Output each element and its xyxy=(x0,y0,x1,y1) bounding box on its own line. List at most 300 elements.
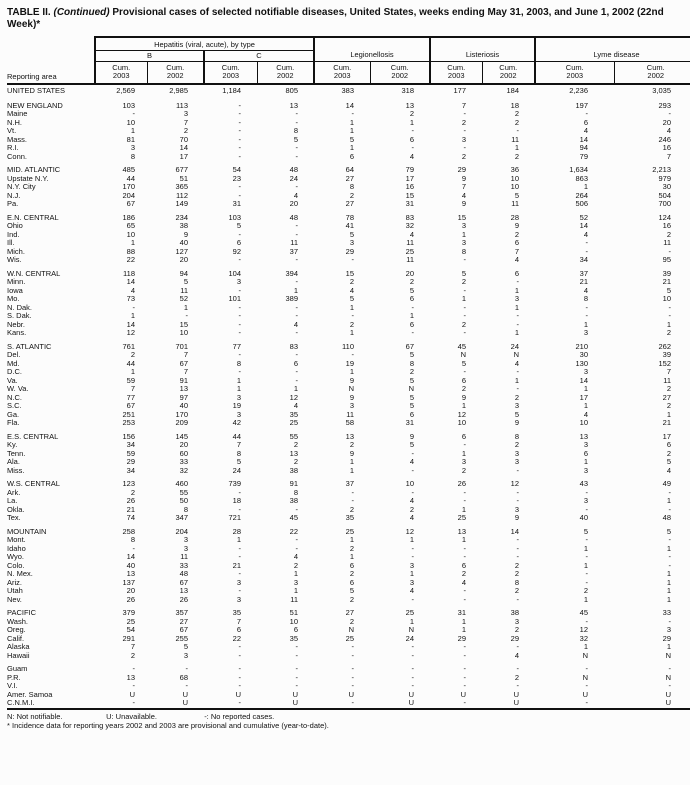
value-cell: 3 xyxy=(583,497,588,505)
value-cell: 88 xyxy=(126,247,135,256)
value-cell: 4 xyxy=(583,127,588,135)
value-cell: 10 xyxy=(579,419,588,427)
value-cell: 21 xyxy=(662,419,671,427)
value-cell: 2 xyxy=(409,505,414,514)
value-cell: 1 xyxy=(349,458,354,466)
value-cell: - xyxy=(295,329,298,337)
value-cell: - xyxy=(295,312,298,320)
value-cell: 1 xyxy=(293,385,298,393)
value-cell: - xyxy=(516,536,519,544)
value-cell: - xyxy=(351,665,354,673)
value-cell: 4 xyxy=(461,578,466,587)
value-cell: 3 xyxy=(349,239,354,247)
value-cell: 55 xyxy=(179,488,188,497)
value-cell: 40 xyxy=(179,239,188,247)
value-cell: 3 xyxy=(514,449,519,458)
value-cell: 4 xyxy=(409,152,414,161)
value-cell: 14 xyxy=(179,144,188,152)
value-cell: - xyxy=(295,110,298,118)
value-cell: 8 xyxy=(236,359,241,368)
value-cell: - xyxy=(295,673,298,682)
value-cell: 11 xyxy=(290,595,298,604)
value-cell: 9 xyxy=(183,230,188,239)
value-cell: 5 xyxy=(236,458,241,466)
value-cell: 40 xyxy=(579,514,588,522)
table-body xyxy=(7,84,690,709)
value-cell: 3 xyxy=(409,561,414,570)
listeriosis-header: Listeriosis xyxy=(430,37,535,62)
value-cell: 14 xyxy=(579,222,588,230)
value-cell: 26 xyxy=(126,595,135,604)
value-cell: 209 xyxy=(175,419,188,427)
legionellosis-header: Legionellosis xyxy=(314,37,430,62)
value-cell: - xyxy=(238,351,241,359)
value-cell: 347 xyxy=(175,514,188,522)
value-cell: 1 xyxy=(293,286,298,295)
value-cell: 45 xyxy=(579,609,588,617)
value-cell: - xyxy=(238,303,241,312)
value-cell: 5 xyxy=(666,527,671,536)
value-cell: - xyxy=(411,595,414,604)
value-cell: 51 xyxy=(289,609,298,617)
value-cell: 112 xyxy=(176,191,188,200)
value-cell: - xyxy=(463,497,466,505)
value-cell: - xyxy=(295,505,298,514)
value-cell: 1 xyxy=(409,536,414,544)
table-row xyxy=(7,84,690,97)
value-cell: - xyxy=(351,682,354,690)
value-cell: - xyxy=(585,536,588,544)
value-cell: - xyxy=(295,544,298,553)
value-cell: - xyxy=(238,127,241,135)
value-cell: 13 xyxy=(289,449,298,458)
value-cell: - xyxy=(668,303,671,312)
table-row xyxy=(7,222,690,231)
value-cell: - xyxy=(411,665,414,673)
value-cell: 6 xyxy=(409,295,414,303)
value-cell: 77 xyxy=(126,393,135,402)
value-cell: 67 xyxy=(179,626,188,634)
value-cell: - xyxy=(463,286,466,295)
value-cell: 2 xyxy=(461,320,466,329)
value-cell: 13 xyxy=(579,432,588,441)
value-cell: 24 xyxy=(405,634,414,643)
value-cell: - xyxy=(295,351,298,359)
value-cell: 21 xyxy=(232,561,241,570)
hepatitis-c-header: C xyxy=(204,51,314,62)
value-cell: 485 xyxy=(122,166,135,174)
value-cell: 863 xyxy=(575,174,588,183)
value-cell: 35 xyxy=(232,609,241,617)
value-cell: - xyxy=(516,368,519,376)
value-cell: U xyxy=(513,690,519,699)
table-row xyxy=(7,665,690,674)
reporting-area-cell: Iowa xyxy=(7,286,23,295)
value-cell: 5 xyxy=(409,402,414,410)
value-cell: - xyxy=(516,665,519,673)
value-cell: 293 xyxy=(658,101,671,110)
value-cell: 2 xyxy=(514,626,519,634)
hepatitis-group-header: Hepatitis (viral, acute), by type xyxy=(95,37,314,51)
value-cell: 81 xyxy=(126,135,135,144)
reporting-area-cell: MOUNTAIN xyxy=(7,527,47,536)
table-row xyxy=(7,377,690,386)
value-cell: 1 xyxy=(409,118,414,127)
value-cell: 34 xyxy=(579,256,588,264)
value-cell: 13 xyxy=(457,527,466,536)
value-cell: 44 xyxy=(232,432,241,441)
value-cell: 3 xyxy=(583,441,588,449)
value-cell: 7 xyxy=(666,152,671,161)
value-cell: 95 xyxy=(662,256,671,264)
value-cell: 25 xyxy=(126,617,135,626)
value-cell: 6 xyxy=(349,152,354,161)
value-cell: 5 xyxy=(514,191,519,200)
value-cell: 20 xyxy=(179,256,188,264)
value-cell: 5 xyxy=(293,135,298,144)
value-cell: 2 xyxy=(349,278,354,286)
value-cell: N xyxy=(582,673,588,682)
value-cell: - xyxy=(295,152,298,161)
value-cell: N xyxy=(348,626,354,634)
value-cell: 5 xyxy=(183,278,188,286)
value-cell: 3 xyxy=(130,144,135,152)
value-cell: 5 xyxy=(349,587,354,595)
reporting-area-cell: Ala. xyxy=(7,458,20,466)
value-cell: 1 xyxy=(666,497,671,505)
value-cell: 2 xyxy=(461,570,466,578)
value-cell: 11 xyxy=(511,200,519,208)
value-cell: 2 xyxy=(514,110,519,118)
value-cell: 3 xyxy=(409,578,414,587)
reporting-area-cell: Oreg. xyxy=(7,626,26,634)
value-cell: N xyxy=(665,673,671,682)
value-cell: - xyxy=(668,617,671,626)
value-cell: 2 xyxy=(666,230,671,239)
value-cell: 1 xyxy=(666,410,671,419)
value-cell: 13 xyxy=(345,432,354,441)
reporting-area-cell: Tenn. xyxy=(7,449,26,458)
table-row xyxy=(7,368,690,377)
value-cell: - xyxy=(132,682,135,690)
value-cell: 48 xyxy=(289,166,298,174)
value-cell: 35 xyxy=(289,410,298,419)
reporting-area-cell: Alaska xyxy=(7,643,30,651)
value-cell: 7 xyxy=(183,351,188,359)
table-row xyxy=(7,175,690,184)
value-cell: 1 xyxy=(293,570,298,578)
value-cell: U xyxy=(460,690,466,699)
value-cell: - xyxy=(411,643,414,651)
table-row xyxy=(7,402,690,411)
value-cell: 262 xyxy=(658,342,671,351)
value-cell: 2 xyxy=(514,673,519,682)
value-cell: - xyxy=(295,665,298,673)
value-cell: 1 xyxy=(583,458,588,466)
table-row xyxy=(7,691,690,700)
value-cell: - xyxy=(463,488,466,497)
value-cell: 9 xyxy=(461,393,466,402)
value-cell: 5 xyxy=(349,135,354,144)
value-cell: 8 xyxy=(409,359,414,368)
value-cell: 16 xyxy=(405,183,414,191)
value-cell: 26 xyxy=(457,480,466,488)
reporting-area-cell: Md. xyxy=(7,359,20,368)
legend-no-cases: -: No reported cases. xyxy=(204,711,275,721)
value-cell: 58 xyxy=(345,419,354,427)
value-cell: U xyxy=(665,699,671,707)
value-cell: - xyxy=(351,497,354,505)
lyme-cum-2002-header: Cum. 2002 xyxy=(614,62,690,85)
value-cell: 8 xyxy=(514,432,519,441)
value-cell: 255 xyxy=(175,634,188,643)
value-cell: 5 xyxy=(666,286,671,295)
value-cell: - xyxy=(463,699,466,707)
value-cell: 101 xyxy=(228,295,241,303)
value-cell: - xyxy=(351,651,354,660)
value-cell: 13 xyxy=(126,673,135,682)
value-cell: - xyxy=(585,570,588,578)
value-cell: 24 xyxy=(510,342,519,351)
value-cell: 979 xyxy=(658,174,671,183)
value-cell: 3 xyxy=(349,402,354,410)
reporting-area-cell: Mich. xyxy=(7,247,25,256)
reporting-area-cell: Calif. xyxy=(7,634,25,643)
value-cell: - xyxy=(351,699,354,707)
reporting-area-cell: Minn. xyxy=(7,278,26,286)
value-cell: 1 xyxy=(130,368,135,376)
value-cell: 48 xyxy=(662,514,671,522)
value-cell: 5 xyxy=(583,527,588,536)
value-cell: 130 xyxy=(575,359,588,368)
value-cell: 55 xyxy=(289,432,298,441)
reporting-area-cell: Maine xyxy=(7,110,28,118)
value-cell: - xyxy=(463,553,466,561)
reporting-area-cell: Nev. xyxy=(7,595,22,604)
value-cell: 6 xyxy=(349,561,354,570)
value-cell: 60 xyxy=(179,449,188,458)
value-cell: 1 xyxy=(514,303,519,312)
value-cell: 27 xyxy=(179,617,188,626)
value-cell: 9 xyxy=(461,174,466,183)
value-cell: U xyxy=(129,690,135,699)
value-cell: 79 xyxy=(579,152,588,161)
value-cell: - xyxy=(411,682,414,690)
table-continued-flag: (Continued) xyxy=(53,7,110,18)
value-cell: 2 xyxy=(349,617,354,626)
value-cell: - xyxy=(238,682,241,690)
value-cell: 40 xyxy=(126,561,135,570)
value-cell: 22 xyxy=(289,527,298,536)
value-cell: 2 xyxy=(349,595,354,604)
value-cell: 7 xyxy=(666,368,671,376)
value-cell: - xyxy=(351,673,354,682)
value-cell: - xyxy=(585,699,588,707)
value-cell: 2 xyxy=(183,127,188,135)
value-cell: - xyxy=(668,665,671,673)
reporting-area-cell: Utah xyxy=(7,587,23,595)
value-cell: 253 xyxy=(122,419,135,427)
value-cell: - xyxy=(295,144,298,152)
value-cell: 24 xyxy=(232,466,241,475)
value-cell: - xyxy=(185,312,188,320)
value-cell: - xyxy=(411,144,414,152)
value-cell: 4 xyxy=(409,587,414,595)
value-cell: 5 xyxy=(409,393,414,402)
value-cell: U xyxy=(182,699,188,707)
value-cell: 91 xyxy=(179,376,188,385)
value-cell: - xyxy=(585,553,588,561)
table-row xyxy=(7,626,690,635)
reporting-area-header: Reporting area xyxy=(7,37,95,84)
table-row xyxy=(7,127,690,136)
value-cell: 38 xyxy=(179,222,188,230)
value-cell: 12 xyxy=(457,410,466,419)
value-cell: 6 xyxy=(236,626,241,634)
value-cell: N xyxy=(408,385,414,393)
value-cell: 51 xyxy=(179,174,188,183)
value-cell: - xyxy=(295,256,298,264)
value-cell: - xyxy=(238,673,241,682)
table-row xyxy=(7,433,690,442)
value-cell: - xyxy=(463,544,466,553)
value-cell: 1 xyxy=(293,587,298,595)
value-cell: 1 xyxy=(130,239,135,247)
value-cell: 2 xyxy=(583,587,588,595)
value-cell: 1 xyxy=(349,127,354,135)
value-cell: - xyxy=(351,643,354,651)
reporting-area-cell: W.N. CENTRAL xyxy=(7,269,61,278)
value-cell: 1 xyxy=(183,303,188,312)
value-cell: - xyxy=(516,466,519,475)
value-cell: 22 xyxy=(126,256,135,264)
value-cell: - xyxy=(295,643,298,651)
value-cell: - xyxy=(585,682,588,690)
table-row xyxy=(7,652,690,661)
table-row xyxy=(7,596,690,605)
hepb-cum-2003-header: Cum. 2003 xyxy=(95,62,147,85)
reporting-area-cell: Del. xyxy=(7,351,21,359)
value-cell: 67 xyxy=(179,359,188,368)
value-cell: 31 xyxy=(405,419,414,427)
value-cell: - xyxy=(411,651,414,660)
value-cell: 68 xyxy=(179,673,188,682)
value-cell: 186 xyxy=(122,213,135,222)
value-cell: 3 xyxy=(514,295,519,303)
value-cell: 67 xyxy=(405,342,414,351)
value-cell: 1 xyxy=(666,570,671,578)
value-cell: 1 xyxy=(349,368,354,376)
value-cell: 1 xyxy=(349,329,354,337)
value-cell: 124 xyxy=(658,213,671,222)
value-cell: 1 xyxy=(666,587,671,595)
reporting-area-cell: N.Y. City xyxy=(7,183,36,191)
value-cell: 9 xyxy=(461,200,466,208)
value-cell: 48 xyxy=(289,213,298,222)
value-cell: 4 xyxy=(293,191,298,200)
value-cell: 3 xyxy=(236,393,241,402)
table-row xyxy=(7,514,690,523)
value-cell: 3,035 xyxy=(652,86,671,95)
value-cell: 15 xyxy=(405,191,414,200)
table-row xyxy=(7,312,690,321)
value-cell: 14 xyxy=(510,527,519,536)
value-cell: 8 xyxy=(130,536,135,544)
reporting-area-cell: Guam xyxy=(7,665,28,673)
value-cell: 83 xyxy=(289,342,298,351)
value-cell: 1 xyxy=(409,617,414,626)
value-cell: 1 xyxy=(461,626,466,634)
value-cell: 5 xyxy=(514,410,519,419)
value-cell: 30 xyxy=(579,351,588,359)
value-cell: 20 xyxy=(289,200,298,208)
table-row xyxy=(7,343,690,352)
value-cell: U xyxy=(292,699,298,707)
value-cell: 31 xyxy=(232,200,241,208)
table-row xyxy=(7,441,690,450)
value-cell: 365 xyxy=(175,183,188,191)
value-cell: 12 xyxy=(405,527,414,536)
value-cell: 15 xyxy=(345,269,354,278)
value-cell: 15 xyxy=(457,213,466,222)
table-row xyxy=(7,329,690,338)
reporting-area-cell: Ohio xyxy=(7,222,23,230)
value-cell: - xyxy=(411,449,414,458)
value-cell: 246 xyxy=(658,135,671,144)
value-cell: 11 xyxy=(180,286,188,295)
value-cell: 6 xyxy=(409,320,414,329)
table-row xyxy=(7,528,690,537)
value-cell: 1 xyxy=(514,144,519,152)
value-cell: 3 xyxy=(514,617,519,626)
lyme-cum-2003-header: Cum. 2003 xyxy=(535,62,614,85)
value-cell: 59 xyxy=(126,449,135,458)
value-cell: N xyxy=(665,651,671,660)
value-cell: - xyxy=(351,312,354,320)
reporting-area-cell: Mass. xyxy=(7,135,28,144)
value-cell: 7 xyxy=(461,183,466,191)
value-cell: - xyxy=(516,682,519,690)
value-cell: 1 xyxy=(583,643,588,651)
value-cell: 1 xyxy=(461,230,466,239)
value-cell: 5 xyxy=(409,351,414,359)
value-cell: 104 xyxy=(228,269,241,278)
value-cell: - xyxy=(585,617,588,626)
value-cell: 6 xyxy=(461,432,466,441)
value-cell: - xyxy=(411,673,414,682)
value-cell: 36 xyxy=(510,166,519,174)
value-cell: 1 xyxy=(349,536,354,544)
value-cell: N xyxy=(408,626,414,634)
value-cell: 14 xyxy=(126,553,135,561)
value-cell: 1 xyxy=(236,376,241,385)
value-cell: 16 xyxy=(662,222,671,230)
value-cell: - xyxy=(238,152,241,161)
value-cell: 1 xyxy=(349,466,354,475)
value-cell: - xyxy=(585,312,588,320)
value-cell: - xyxy=(238,256,241,264)
value-cell: 5 xyxy=(349,295,354,303)
table-row xyxy=(7,674,690,683)
reporting-area-cell: Pa. xyxy=(7,200,19,208)
value-cell: 383 xyxy=(341,86,354,95)
value-cell: - xyxy=(351,256,354,264)
value-cell: - xyxy=(585,578,588,587)
value-cell: - xyxy=(463,643,466,651)
value-cell: 4 xyxy=(583,286,588,295)
value-cell: 357 xyxy=(175,609,188,617)
table-row xyxy=(7,136,690,145)
